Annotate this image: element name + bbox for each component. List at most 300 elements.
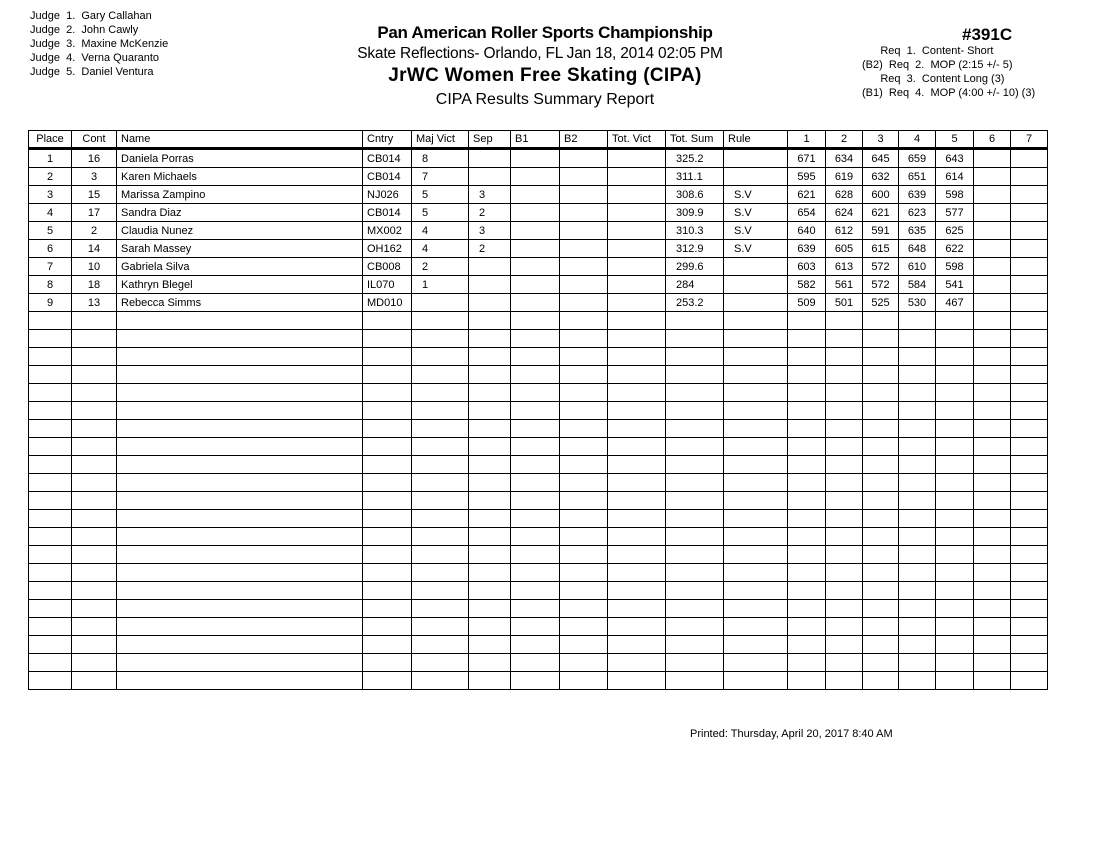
cell-j4 bbox=[899, 456, 936, 474]
cell-b1 bbox=[511, 492, 560, 510]
cell-cntry bbox=[363, 402, 412, 420]
cell-place: 1 bbox=[29, 149, 72, 168]
cell-j4 bbox=[899, 600, 936, 618]
cell-maj-vict: 2 bbox=[412, 258, 469, 276]
cell-name bbox=[117, 474, 363, 492]
column-header-rule: Rule bbox=[724, 131, 788, 149]
cell-j3: 621 bbox=[863, 204, 899, 222]
cell-tot-sum bbox=[666, 492, 724, 510]
cell-j4 bbox=[899, 474, 936, 492]
cell-j2: 605 bbox=[826, 240, 863, 258]
cell-cntry: IL070 bbox=[363, 276, 412, 294]
cell-j3: 632 bbox=[863, 168, 899, 186]
judge-1: Judge 1. Gary Callahan bbox=[30, 10, 152, 22]
cell-j3 bbox=[863, 600, 899, 618]
cell-rule: S.V bbox=[724, 222, 788, 240]
cell-j6 bbox=[974, 384, 1011, 402]
cell-tot-vict bbox=[608, 528, 666, 546]
column-header-maj-vict: Maj Vict bbox=[412, 131, 469, 149]
cell-maj-vict bbox=[412, 528, 469, 546]
cell-j1 bbox=[788, 510, 826, 528]
cell-cont bbox=[72, 456, 117, 474]
cell-rule bbox=[724, 672, 788, 690]
cell-j2 bbox=[826, 564, 863, 582]
cell-tot-sum bbox=[666, 528, 724, 546]
cell-cont bbox=[72, 528, 117, 546]
cell-name bbox=[117, 456, 363, 474]
cell-j3: 572 bbox=[863, 276, 899, 294]
cell-j4: 584 bbox=[899, 276, 936, 294]
cell-cntry: MD010 bbox=[363, 294, 412, 312]
cell-j4 bbox=[899, 510, 936, 528]
cell-cont bbox=[72, 384, 117, 402]
cell-cont: 16 bbox=[72, 149, 117, 168]
empty-table-row bbox=[29, 312, 1048, 330]
cell-j3: 572 bbox=[863, 258, 899, 276]
cell-j5 bbox=[936, 636, 974, 654]
cell-b2 bbox=[560, 510, 608, 528]
requirement-2: (B2) Req 2. MOP (2:15 +/- 5) bbox=[862, 59, 1013, 71]
cell-j3: 600 bbox=[863, 186, 899, 204]
cell-cntry bbox=[363, 312, 412, 330]
cell-j2: 624 bbox=[826, 204, 863, 222]
cell-b2 bbox=[560, 276, 608, 294]
cell-tot-sum: 312.9 bbox=[666, 240, 724, 258]
table-row bbox=[29, 149, 1048, 168]
cell-place bbox=[29, 312, 72, 330]
cell-j6 bbox=[974, 636, 1011, 654]
cell-j3 bbox=[863, 564, 899, 582]
judges-list bbox=[30, 9, 168, 79]
report-name: CIPA Results Summary Report bbox=[435, 91, 655, 108]
cell-j2 bbox=[826, 582, 863, 600]
cell-rule bbox=[724, 168, 788, 186]
cell-tot-sum bbox=[666, 582, 724, 600]
cell-b2 bbox=[560, 384, 608, 402]
cell-j7 bbox=[1011, 582, 1048, 600]
cell-j6 bbox=[974, 564, 1011, 582]
cell-tot-vict bbox=[608, 186, 666, 204]
cell-maj-vict bbox=[412, 564, 469, 582]
cell-tot-vict bbox=[608, 258, 666, 276]
cell-tot-vict bbox=[608, 456, 666, 474]
cell-place bbox=[29, 438, 72, 456]
cell-place bbox=[29, 474, 72, 492]
cell-cont bbox=[72, 330, 117, 348]
cell-cntry: CB014 bbox=[363, 149, 412, 168]
cell-sep bbox=[469, 654, 511, 672]
cell-j3: 645 bbox=[863, 149, 899, 168]
cell-j6 bbox=[974, 240, 1011, 258]
cell-j5: 598 bbox=[936, 258, 974, 276]
cell-j1 bbox=[788, 654, 826, 672]
cell-place bbox=[29, 654, 72, 672]
empty-table-row bbox=[29, 510, 1048, 528]
cell-name bbox=[117, 672, 363, 690]
cell-j1: 509 bbox=[788, 294, 826, 312]
cell-j2 bbox=[826, 546, 863, 564]
cell-rule bbox=[724, 654, 788, 672]
cell-j5: 643 bbox=[936, 149, 974, 168]
cell-sep bbox=[469, 636, 511, 654]
cell-tot-sum bbox=[666, 564, 724, 582]
cell-cntry bbox=[363, 654, 412, 672]
cell-j5 bbox=[936, 492, 974, 510]
cell-name bbox=[117, 600, 363, 618]
cell-j3 bbox=[863, 456, 899, 474]
judge-5: Judge 5. Daniel Ventura bbox=[30, 66, 154, 78]
cell-j4 bbox=[899, 438, 936, 456]
report-title: Pan American Roller Sports Championship bbox=[377, 23, 713, 42]
cell-cont bbox=[72, 420, 117, 438]
cell-b1 bbox=[511, 402, 560, 420]
cell-tot-vict bbox=[608, 276, 666, 294]
cell-j2 bbox=[826, 618, 863, 636]
table-row bbox=[29, 168, 1048, 186]
cell-tot-sum bbox=[666, 402, 724, 420]
cell-rule bbox=[724, 294, 788, 312]
cell-j1 bbox=[788, 618, 826, 636]
cell-maj-vict: 4 bbox=[412, 222, 469, 240]
cell-place bbox=[29, 600, 72, 618]
cell-j3 bbox=[863, 438, 899, 456]
cell-j1 bbox=[788, 456, 826, 474]
cell-tot-vict bbox=[608, 240, 666, 258]
cell-j4 bbox=[899, 564, 936, 582]
cell-sep bbox=[469, 149, 511, 168]
requirement-3: Req 3. Content Long (3) bbox=[862, 73, 1005, 85]
cell-tot-sum: 284 bbox=[666, 276, 724, 294]
cell-maj-vict bbox=[412, 420, 469, 438]
cell-rule bbox=[724, 618, 788, 636]
cell-j6 bbox=[974, 168, 1011, 186]
cell-tot-sum bbox=[666, 618, 724, 636]
cell-j3 bbox=[863, 384, 899, 402]
column-header-b2: B2 bbox=[560, 131, 608, 149]
event-name: JrWC Women Free Skating (CIPA) bbox=[388, 65, 702, 86]
cell-j2: 628 bbox=[826, 186, 863, 204]
column-header-1: 1 bbox=[788, 131, 826, 149]
cell-cont bbox=[72, 492, 117, 510]
cell-place bbox=[29, 402, 72, 420]
cell-sep bbox=[469, 330, 511, 348]
cell-cont: 10 bbox=[72, 258, 117, 276]
cell-j7 bbox=[1011, 204, 1048, 222]
cell-cntry bbox=[363, 528, 412, 546]
cell-cont bbox=[72, 600, 117, 618]
cell-name bbox=[117, 402, 363, 420]
cell-j5 bbox=[936, 456, 974, 474]
cell-name: Claudia Nunez bbox=[117, 222, 363, 240]
cell-j4 bbox=[899, 366, 936, 384]
cell-tot-vict bbox=[608, 672, 666, 690]
cell-j7 bbox=[1011, 564, 1048, 582]
cell-b1 bbox=[511, 348, 560, 366]
cell-name: Rebecca Simms bbox=[117, 294, 363, 312]
cell-j1: 654 bbox=[788, 204, 826, 222]
cell-maj-vict: 1 bbox=[412, 276, 469, 294]
cell-maj-vict: 5 bbox=[412, 204, 469, 222]
cell-j7 bbox=[1011, 168, 1048, 186]
cell-j2 bbox=[826, 330, 863, 348]
cell-j1 bbox=[788, 348, 826, 366]
cell-rule: S.V bbox=[724, 240, 788, 258]
cell-j1: 671 bbox=[788, 149, 826, 168]
cell-j1 bbox=[788, 384, 826, 402]
cell-j4: 610 bbox=[899, 258, 936, 276]
cell-j4 bbox=[899, 528, 936, 546]
requirements-list bbox=[862, 44, 1035, 100]
cell-b1 bbox=[511, 438, 560, 456]
cell-cntry bbox=[363, 456, 412, 474]
cell-j6 bbox=[974, 546, 1011, 564]
cell-tot-sum bbox=[666, 654, 724, 672]
cell-maj-vict bbox=[412, 312, 469, 330]
cell-tot-sum: 253.2 bbox=[666, 294, 724, 312]
cell-maj-vict bbox=[412, 384, 469, 402]
cell-j6 bbox=[974, 618, 1011, 636]
cell-maj-vict bbox=[412, 492, 469, 510]
cell-tot-vict bbox=[608, 149, 666, 168]
cell-j7 bbox=[1011, 149, 1048, 168]
cell-j5 bbox=[936, 618, 974, 636]
column-header-tot-vict: Tot. Vict bbox=[608, 131, 666, 149]
cell-j3 bbox=[863, 348, 899, 366]
cell-j2 bbox=[826, 456, 863, 474]
cell-b2 bbox=[560, 330, 608, 348]
cell-tot-sum bbox=[666, 546, 724, 564]
cell-j5: 622 bbox=[936, 240, 974, 258]
cell-b1 bbox=[511, 168, 560, 186]
cell-j4 bbox=[899, 618, 936, 636]
cell-place: 4 bbox=[29, 204, 72, 222]
cell-j1: 595 bbox=[788, 168, 826, 186]
cell-rule bbox=[724, 258, 788, 276]
cell-tot-vict bbox=[608, 618, 666, 636]
cell-cont bbox=[72, 312, 117, 330]
cell-maj-vict bbox=[412, 636, 469, 654]
cell-j7 bbox=[1011, 600, 1048, 618]
cell-b1 bbox=[511, 366, 560, 384]
cell-j1 bbox=[788, 492, 826, 510]
cell-j3 bbox=[863, 654, 899, 672]
cell-j7 bbox=[1011, 618, 1048, 636]
cell-name bbox=[117, 582, 363, 600]
cell-j1: 621 bbox=[788, 186, 826, 204]
cell-j3 bbox=[863, 330, 899, 348]
cell-maj-vict bbox=[412, 294, 469, 312]
empty-table-row bbox=[29, 600, 1048, 618]
location-date: Skate Reflections- Orlando, FL Jan 18, 2014 02:05 PM bbox=[357, 45, 723, 62]
cell-b2 bbox=[560, 312, 608, 330]
cell-cntry bbox=[363, 600, 412, 618]
cell-j6 bbox=[974, 420, 1011, 438]
cell-cont bbox=[72, 564, 117, 582]
cell-j4 bbox=[899, 672, 936, 690]
cell-j6 bbox=[974, 492, 1011, 510]
cell-sep bbox=[469, 438, 511, 456]
cell-rule bbox=[724, 564, 788, 582]
empty-table-row bbox=[29, 474, 1048, 492]
empty-table-row bbox=[29, 402, 1048, 420]
cell-cont bbox=[72, 438, 117, 456]
cell-cntry bbox=[363, 474, 412, 492]
cell-j7 bbox=[1011, 474, 1048, 492]
column-header-b1: B1 bbox=[511, 131, 560, 149]
cell-j6 bbox=[974, 149, 1011, 168]
cell-cont bbox=[72, 402, 117, 420]
cell-j5 bbox=[936, 546, 974, 564]
column-header-3: 3 bbox=[863, 131, 899, 149]
cell-j4 bbox=[899, 492, 936, 510]
column-header-6: 6 bbox=[974, 131, 1011, 149]
cell-j3 bbox=[863, 474, 899, 492]
cell-sep: 3 bbox=[469, 186, 511, 204]
cell-rule: S.V bbox=[724, 186, 788, 204]
empty-table-row bbox=[29, 384, 1048, 402]
cell-cont bbox=[72, 582, 117, 600]
cell-j3 bbox=[863, 672, 899, 690]
cell-maj-vict bbox=[412, 618, 469, 636]
cell-b2 bbox=[560, 258, 608, 276]
cell-j4: 651 bbox=[899, 168, 936, 186]
cell-name bbox=[117, 636, 363, 654]
cell-name bbox=[117, 366, 363, 384]
cell-j3 bbox=[863, 528, 899, 546]
cell-tot-vict bbox=[608, 222, 666, 240]
cell-maj-vict bbox=[412, 582, 469, 600]
cell-b2 bbox=[560, 474, 608, 492]
cell-sep bbox=[469, 510, 511, 528]
cell-j4: 623 bbox=[899, 204, 936, 222]
cell-b2 bbox=[560, 294, 608, 312]
cell-place bbox=[29, 420, 72, 438]
cell-b1 bbox=[511, 149, 560, 168]
cell-j4 bbox=[899, 312, 936, 330]
cell-maj-vict bbox=[412, 402, 469, 420]
cell-j5 bbox=[936, 384, 974, 402]
cell-cont bbox=[72, 366, 117, 384]
cell-j6 bbox=[974, 654, 1011, 672]
cell-b1 bbox=[511, 528, 560, 546]
cell-b2 bbox=[560, 222, 608, 240]
cell-j1 bbox=[788, 420, 826, 438]
cell-j5 bbox=[936, 420, 974, 438]
cell-tot-vict bbox=[608, 168, 666, 186]
cell-tot-vict bbox=[608, 492, 666, 510]
cell-rule bbox=[724, 330, 788, 348]
cell-cntry: OH162 bbox=[363, 240, 412, 258]
cell-b2 bbox=[560, 582, 608, 600]
cell-b2 bbox=[560, 546, 608, 564]
cell-cntry bbox=[363, 348, 412, 366]
cell-tot-sum bbox=[666, 456, 724, 474]
cell-tot-sum: 309.9 bbox=[666, 204, 724, 222]
cell-j2: 613 bbox=[826, 258, 863, 276]
cell-b2 bbox=[560, 402, 608, 420]
cell-sep bbox=[469, 312, 511, 330]
cell-b2 bbox=[560, 168, 608, 186]
cell-j6 bbox=[974, 312, 1011, 330]
cell-tot-sum: 311.1 bbox=[666, 168, 724, 186]
cell-j5 bbox=[936, 438, 974, 456]
cell-name bbox=[117, 348, 363, 366]
cell-cont: 15 bbox=[72, 186, 117, 204]
cell-b1 bbox=[511, 510, 560, 528]
cell-j4: 659 bbox=[899, 149, 936, 168]
cell-j3 bbox=[863, 312, 899, 330]
cell-cont bbox=[72, 348, 117, 366]
judge-2: Judge 2. John Cawly bbox=[30, 24, 139, 36]
empty-table-row bbox=[29, 546, 1048, 564]
cell-j6 bbox=[974, 204, 1011, 222]
cell-name bbox=[117, 438, 363, 456]
cell-sep bbox=[469, 546, 511, 564]
cell-j5: 577 bbox=[936, 204, 974, 222]
cell-name bbox=[117, 420, 363, 438]
cell-cntry bbox=[363, 492, 412, 510]
cell-j3: 591 bbox=[863, 222, 899, 240]
cell-place: 6 bbox=[29, 240, 72, 258]
cell-j3 bbox=[863, 402, 899, 420]
cell-cont bbox=[72, 654, 117, 672]
cell-place bbox=[29, 510, 72, 528]
cell-cntry bbox=[363, 582, 412, 600]
cell-j2 bbox=[826, 636, 863, 654]
cell-tot-vict bbox=[608, 312, 666, 330]
cell-b1 bbox=[511, 618, 560, 636]
cell-j6 bbox=[974, 366, 1011, 384]
cell-j2 bbox=[826, 474, 863, 492]
cell-place bbox=[29, 528, 72, 546]
cell-maj-vict bbox=[412, 438, 469, 456]
cell-j6 bbox=[974, 600, 1011, 618]
cell-tot-vict bbox=[608, 654, 666, 672]
cell-j4 bbox=[899, 636, 936, 654]
cell-tot-sum bbox=[666, 636, 724, 654]
cell-j1 bbox=[788, 564, 826, 582]
cell-j5 bbox=[936, 474, 974, 492]
cell-j5 bbox=[936, 402, 974, 420]
cell-sep: 2 bbox=[469, 240, 511, 258]
cell-b2 bbox=[560, 149, 608, 168]
cell-maj-vict: 4 bbox=[412, 240, 469, 258]
cell-b2 bbox=[560, 204, 608, 222]
cell-place: 5 bbox=[29, 222, 72, 240]
cell-cntry bbox=[363, 546, 412, 564]
cell-rule bbox=[724, 528, 788, 546]
cell-b2 bbox=[560, 528, 608, 546]
cell-j3 bbox=[863, 546, 899, 564]
table-row bbox=[29, 276, 1048, 294]
cell-sep: 3 bbox=[469, 222, 511, 240]
empty-table-row bbox=[29, 618, 1048, 636]
cell-maj-vict bbox=[412, 672, 469, 690]
cell-sep bbox=[469, 528, 511, 546]
cell-name bbox=[117, 546, 363, 564]
cell-j7 bbox=[1011, 312, 1048, 330]
cell-rule bbox=[724, 420, 788, 438]
cell-maj-vict: 7 bbox=[412, 168, 469, 186]
cell-name: Sandra Diaz bbox=[117, 204, 363, 222]
cell-j7 bbox=[1011, 546, 1048, 564]
cell-place bbox=[29, 564, 72, 582]
cell-b1 bbox=[511, 546, 560, 564]
column-header-4: 4 bbox=[899, 131, 936, 149]
cell-place bbox=[29, 636, 72, 654]
cell-sep bbox=[469, 492, 511, 510]
cell-j2: 619 bbox=[826, 168, 863, 186]
